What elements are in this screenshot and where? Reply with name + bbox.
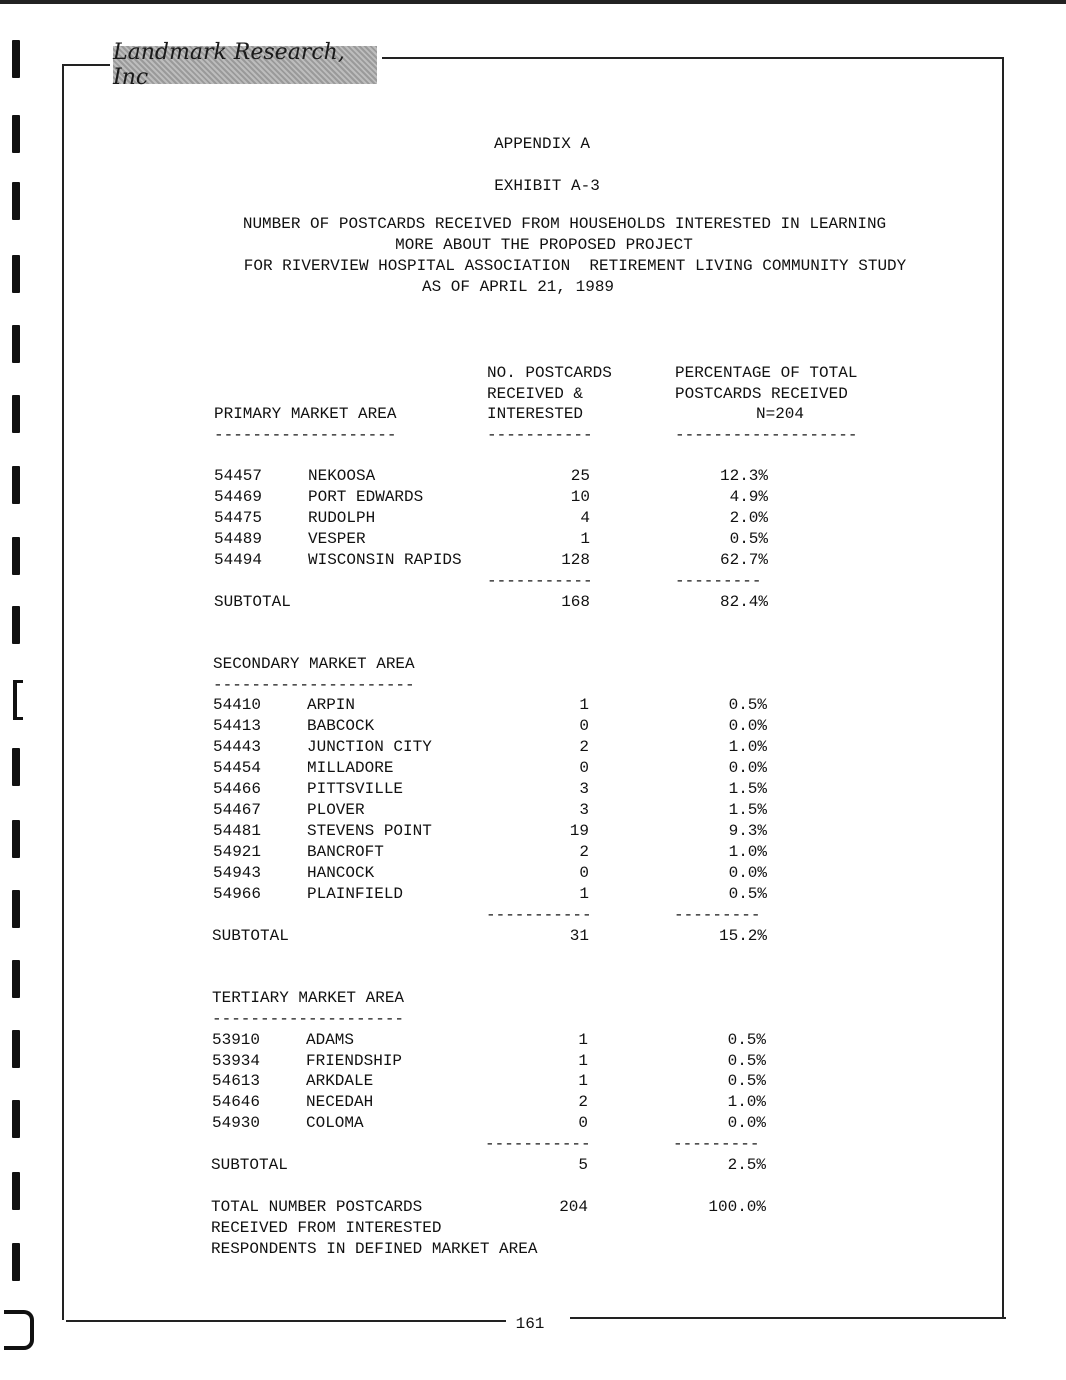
total-label-line: TOTAL NUMBER POSTCARDS [211,1198,423,1216]
row-zip: 54613 [212,1072,261,1090]
row-zip: 54481 [213,822,262,840]
row-pct: 0.5% [727,1031,766,1049]
row-name: MILLADORE [307,759,394,777]
dash-rule: ------------------- [675,426,858,444]
binder-hole [12,960,20,998]
page-number: 161 [515,1315,545,1333]
row-zip: 54469 [214,488,263,506]
binder-hole [12,1030,20,1068]
row-name: PLOVER [307,801,365,819]
row-pct: 1.5% [728,801,767,819]
row-name: ADAMS [306,1031,355,1049]
row-name: HANCOCK [307,864,375,882]
row-name: FRIENDSHIP [306,1052,403,1070]
subtotal-label: SUBTOTAL [212,927,289,945]
binder-hole [12,1172,20,1210]
count-header-line: NO. POSTCARDS [487,364,612,382]
percent-header-line: POSTCARDS RECEIVED [675,385,848,403]
binder-hole [12,748,20,786]
row-pct: 1.5% [728,780,767,798]
subtotal-pct: 15.2% [718,927,767,945]
subtotal-label: SUBTOTAL [214,593,291,611]
row-count: 1 [579,696,589,714]
row-name: WISCONSIN RAPIDS [308,551,462,569]
row-zip: 54467 [213,801,262,819]
row-count: 1 [578,1072,588,1090]
dash-rule: --------- [675,572,762,590]
subtotal-pct: 82.4% [719,593,768,611]
total-label-line: RECEIVED FROM INTERESTED [211,1219,442,1237]
binder-hole [12,890,20,928]
subtotal-pct: 2.5% [727,1156,766,1174]
row-count: 3 [579,801,589,819]
row-zip: 54966 [213,885,262,903]
row-zip: 54454 [213,759,262,777]
row-count: 10 [570,488,590,506]
row-zip: 54457 [214,467,263,485]
dash-rule: ----------- [487,426,593,444]
row-name: BANCROFT [307,843,384,861]
binder-hole [12,537,20,575]
dash-rule: --------------------- [213,676,415,694]
row-pct: 1.0% [727,1093,766,1111]
subtotal-count: 5 [578,1156,588,1174]
subtotal-count: 168 [561,593,590,611]
section-title-secondary: SECONDARY MARKET AREA [213,655,415,673]
row-name: NEKOOSA [308,467,376,485]
row-zip: 54443 [213,738,262,756]
title-line: AS OF APRIL 21, 1989 [421,278,615,296]
row-pct: 1.0% [728,843,767,861]
row-pct: 0.0% [727,1114,766,1132]
row-pct: 0.5% [729,530,768,548]
row-count: 1 [578,1052,588,1070]
row-zip: 54413 [213,717,262,735]
row-pct: 0.0% [728,864,767,882]
row-name: PORT EDWARDS [308,488,424,506]
row-pct: 2.0% [729,509,768,527]
binder-hole [12,606,20,644]
appendix-title: APPENDIX A [493,135,590,153]
row-name: RUDOLPH [308,509,376,527]
row-count: 2 [579,843,589,861]
row-name: ARKDALE [306,1072,374,1090]
row-pct: 9.3% [728,822,767,840]
row-count: 2 [579,738,589,756]
binder-hole [12,40,20,78]
dash-rule: ----------- [485,1135,591,1153]
row-pct: 0.5% [728,885,767,903]
binder-bracket [13,680,23,720]
row-name: NECEDAH [306,1093,374,1111]
frame-top-right [382,57,1004,59]
row-zip: 54410 [213,696,262,714]
row-pct: 0.5% [727,1052,766,1070]
binder-hole [12,466,20,504]
row-count: 0 [579,717,589,735]
subtotal-label: SUBTOTAL [211,1156,288,1174]
title-line: NUMBER OF POSTCARDS RECEIVED FROM HOUSEHOLDS INTERESTED IN LEARNING [242,215,887,233]
frame-bottom-right [570,1317,1006,1319]
row-zip: 54475 [214,509,263,527]
row-count: 1 [578,1031,588,1049]
total-count: 204 [559,1198,588,1216]
row-pct: 0.5% [728,696,767,714]
row-pct: 12.3% [719,467,768,485]
row-pct: 4.9% [729,488,768,506]
count-header-line: INTERESTED [487,405,584,423]
total-label-line: RESPONDENTS IN DEFINED MARKET AREA [211,1240,538,1258]
row-name: ARPIN [307,696,356,714]
dash-rule: --------- [674,906,761,924]
row-count: 4 [580,509,590,527]
exhibit-title: EXHIBIT A-3 [494,177,600,195]
section-title-primary: PRIMARY MARKET AREA [214,405,397,423]
percent-header-line: N=204 [756,405,805,423]
row-count: 0 [578,1114,588,1132]
binder-hook [4,1310,34,1350]
row-count: 128 [561,551,590,569]
total-pct: 100.0% [708,1198,766,1216]
row-zip: 54466 [213,780,262,798]
row-pct: 0.0% [728,759,767,777]
row-zip: 54943 [213,864,262,882]
row-name: COLOMA [306,1114,364,1132]
row-zip: 54494 [214,551,263,569]
row-count: 1 [579,885,589,903]
row-name: VESPER [308,530,366,548]
frame-bottom-left [66,1320,506,1322]
dash-rule: ------------------- [214,426,397,444]
frame-top-left [62,64,110,66]
subtotal-count: 31 [569,927,589,945]
row-pct: 0.5% [727,1072,766,1090]
row-zip: 54646 [212,1093,261,1111]
row-count: 25 [570,467,590,485]
company-logo [113,40,377,90]
row-pct: 62.7% [719,551,768,569]
row-count: 2 [578,1093,588,1111]
row-zip: 54489 [214,530,263,548]
row-name: PLAINFIELD [307,885,404,903]
dash-rule: -------------------- [212,1010,405,1028]
count-header-line: RECEIVED & [487,385,584,403]
row-pct: 0.0% [728,717,767,735]
title-line: FOR RIVERVIEW HOSPITAL ASSOCIATION RETIREMENT LIVING COMMUNITY STUDY [243,257,907,275]
row-name: PITTSVILLE [307,780,404,798]
row-zip: 53910 [212,1031,261,1049]
row-zip: 54921 [213,843,262,861]
row-count: 0 [579,759,589,777]
dash-rule: ----------- [487,572,593,590]
row-pct: 1.0% [728,738,767,756]
row-count: 3 [579,780,589,798]
title-line: MORE ABOUT THE PROPOSED PROJECT [395,236,693,254]
row-name: STEVENS POINT [307,822,432,840]
dash-rule: ----------- [486,906,592,924]
binder-hole [12,1100,20,1138]
dash-rule: --------- [673,1135,760,1153]
section-title-tertiary: TERTIARY MARKET AREA [212,989,405,1007]
page-top-edge [0,0,1066,4]
binder-hole [12,395,20,433]
binder-hole [12,1243,20,1281]
binder-hole [12,325,20,363]
row-count: 1 [580,530,590,548]
row-name: BABCOCK [307,717,375,735]
logo-text: Landmark Research, Inc [113,40,345,90]
row-name: JUNCTION CITY [307,738,432,756]
binder-hole [12,820,20,858]
percent-header-line: PERCENTAGE OF TOTAL [675,364,858,382]
row-count: 0 [579,864,589,882]
row-count: 19 [569,822,589,840]
row-zip: 54930 [212,1114,261,1132]
row-zip: 53934 [212,1052,261,1070]
